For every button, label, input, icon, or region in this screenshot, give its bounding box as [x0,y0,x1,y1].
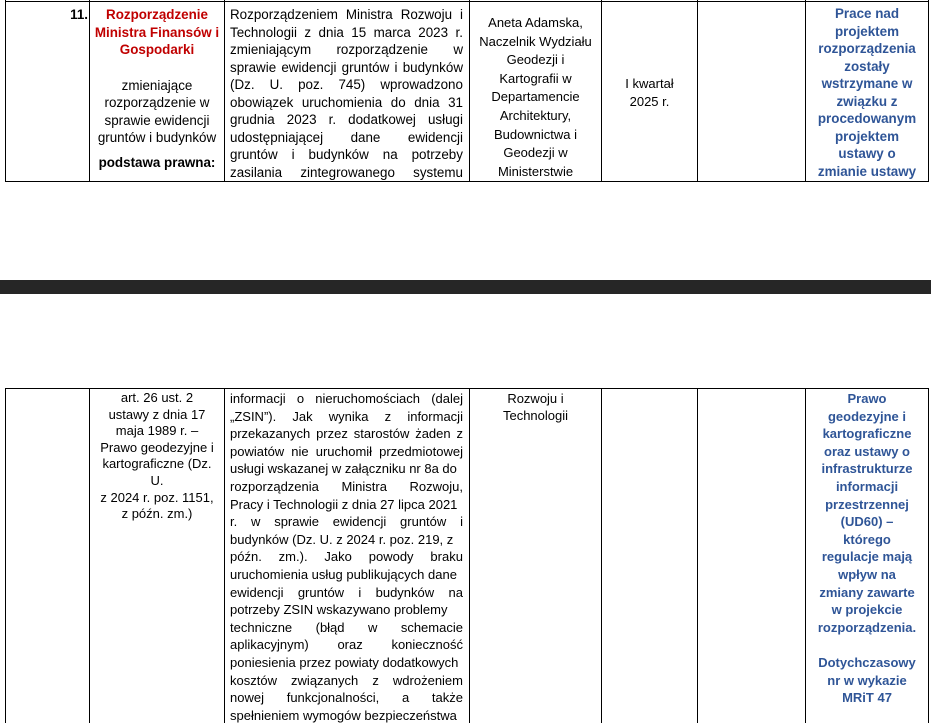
description-line: ewidencji gruntów i budynków na [230,584,463,600]
status-line: procedowanym [817,111,917,126]
responsible-line: Ministerstwie [497,163,574,179]
responsible-line: Budownictwa i [493,126,578,142]
responsible-line: Geodezji i [506,52,565,68]
table-border-right [928,388,929,723]
status-line: regulacje mają [821,549,913,565]
responsible-line: Naczelnik Wydziału [479,33,592,49]
status-line: związku z [836,93,898,109]
status-line: rozporządzenia [818,41,916,56]
status-line: oraz ustawy o [824,443,910,459]
description-line: spełnieniem wymogów bezpieczeństwa [230,707,457,723]
column-divider [224,388,225,723]
column-divider [697,388,698,723]
document-page-top [0,0,931,280]
row-bottom-border [5,181,929,182]
description-line: aplikacyjnym) oraz konieczność [230,637,463,653]
description-line: poniesienia przez powiaty dodatkowych [230,654,459,670]
previous-number-line: Dotychczasowy [818,654,916,670]
subtitle-line: zmieniające [121,77,193,93]
description-line: techniczne (błąd w schemacie [230,619,463,635]
description-line: przekazanych przez starostów żaden z [230,426,463,442]
responsible-line: Departamencie [491,89,580,105]
responsible-line: Kartografii w [499,70,572,86]
responsible-line: Architektury, [499,107,572,123]
subtitle-line: rozporządzenie w [104,95,210,110]
subtitle-line: gruntów i budynków [97,130,217,145]
deadline-cell [603,75,696,111]
column-divider [469,388,470,723]
legal-basis-line: Prawo geodezyjne i [100,439,214,455]
legal-basis-label: podstawa prawna: [98,154,216,170]
description-line: uruchomienia usług publikujących dane [230,566,457,582]
status-cell [807,5,927,180]
responsible-line: Aneta Adamska, [488,15,583,30]
legal-basis-line: ustawy z dnia 17 [108,406,206,422]
status-line: geodezyjne i [827,408,907,424]
status-line: ustawy o [838,146,896,161]
row-top-border [5,388,929,389]
status-line: (UD60) – [840,514,894,530]
status-line: projektem [835,128,899,144]
description-line: zasilania zintegrowanego systemu [230,164,463,180]
deadline-line: I kwartał [625,76,674,91]
status-line: projektem [835,23,899,39]
previous-number-line: MRiT 47 [842,690,892,706]
description-line: Pracy i Technologii z dnia 27 lipca 2021 [230,496,458,512]
regulation-subtitle [91,77,223,147]
legal-basis-line: z późn. zm.) [121,506,193,522]
status-line: wstrzymane w [821,76,913,91]
status-line: rozporządzenia. [817,619,917,635]
legal-basis-line: U. [150,472,164,488]
description-cell [230,6,463,181]
column-divider [601,0,602,182]
status-line: przestrzennej [825,496,909,512]
column-divider [601,388,602,723]
status-line: w projekcie [831,602,903,618]
description-line: (Dz. U. poz. 745) wprowadzono [230,77,463,92]
column-divider [224,0,225,182]
status-line: którego [843,531,891,547]
row-number: 11. [70,7,88,22]
legal-basis-line: art. 26 ust. 2 [120,390,194,405]
status-line: Prace nad [834,6,899,21]
description-line: sprawie ewidencji gruntów i budynków [230,59,463,75]
column-divider [89,0,90,182]
description-line: usługi wskazanej w załączniku nr 8a do [230,461,457,477]
page-separator [0,280,931,294]
description-line: „ZSIN”). Jak wynika z informacji [230,408,463,424]
table-border-right [928,0,929,182]
status-continuation-cell [807,390,927,707]
legal-basis-cell [91,390,223,523]
description-line: zmieniającym rozporządzenie w [230,42,463,57]
status-line: infrastrukturze [821,461,913,477]
responsible-continuation-cell [471,390,600,424]
column-divider [469,0,470,182]
description-line: nowej funkcjonalności, a także [230,690,463,706]
subtitle-line: sprawie ewidencji [104,112,210,128]
description-line: kosztów związanych z wdrożeniem [230,672,463,688]
table-border-left [5,0,6,182]
description-line: rozporządzenia Ministra Rozwoju, [230,478,463,494]
legal-basis-line: maja 1989 r. – [115,423,199,439]
description-line: r. w sprawie ewidencji gruntów i [230,514,463,530]
previous-number-line: nr w wykazie [827,672,907,688]
description-line: informacji o nieruchomościach (dalej [230,391,463,406]
description-line: grudnia 2023 r. dodatkowej usługi [230,112,463,127]
status-line: kartograficzne [822,426,912,442]
description-line: Rozporządzeniem Ministra Rozwoju i [230,7,463,22]
responsible-line: Geodezji w [503,145,568,161]
status-line: informacji [835,478,899,494]
row-top-border [5,1,929,2]
status-line: zmianie ustawy [817,163,917,179]
description-line: obowiązek uruchomienia do dnia 31 [230,94,463,110]
status-line: zostały [844,58,890,74]
status-line: zmiany zawarte [819,584,915,600]
legal-basis-line: z 2024 r. poz. 1151, [100,489,214,505]
table-border-left [5,388,6,723]
column-divider [89,388,90,723]
description-line: gruntów i budynków na potrzeby [230,147,463,162]
legal-basis-line: kartograficzne (Dz. [102,456,212,472]
column-divider [697,0,698,182]
responsible-cell [471,14,600,181]
column-divider [805,0,806,182]
status-line: wpływ na [838,566,896,582]
deadline-line: 2025 r. [629,94,670,109]
description-line: późn. zm.). Jako powody braku [230,549,463,565]
description-line: powiatów nie uruchomił przedmiotowej [230,443,463,459]
document-page-bottom [0,294,931,723]
column-divider [805,388,806,723]
description-line: potrzeby ZSIN wskazywano problemy [230,602,448,618]
regulation-title: Rozporządzenie Ministra Finansów i Gospodarki [94,7,220,57]
responsible-line: Technologii [502,408,569,423]
regulation-title-cell [91,6,223,171]
description-line: udostępniającej dane ewidencji [230,129,463,145]
description-line: budynków (Dz. U. z 2024 r. poz. 219, z [230,531,454,547]
status-line: Prawo [847,391,887,406]
description-continuation-cell [230,390,463,723]
responsible-line: Rozwoju i [507,391,564,406]
description-line: Technologii z dnia 15 marca 2023 r. [230,24,463,40]
